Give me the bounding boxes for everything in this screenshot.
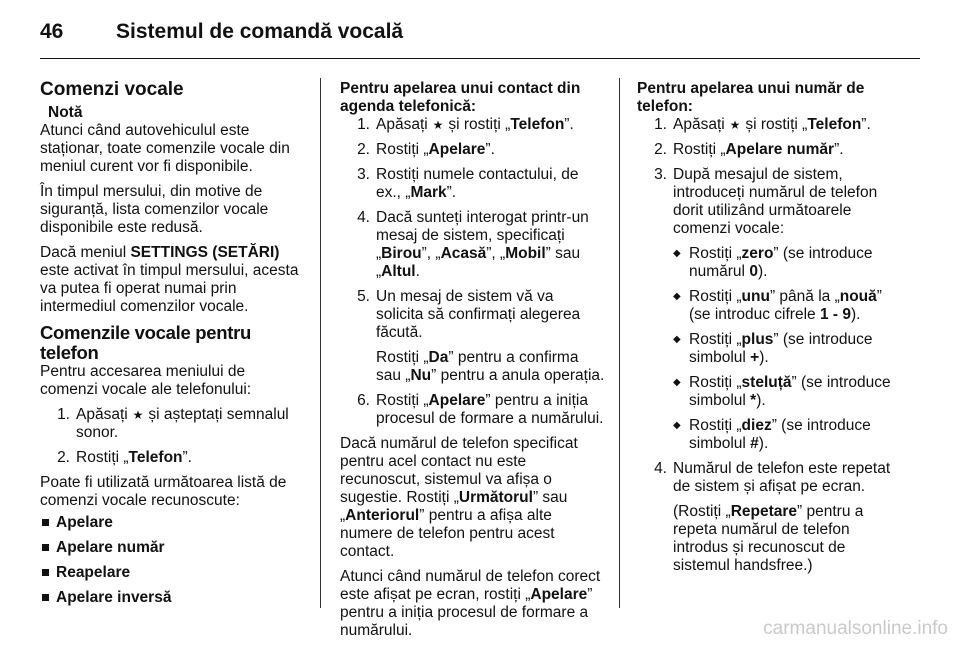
text: Dacă numărul de telefon specificat pentru acel contact nu este recunoscut, sistemul va afișa o sugestie. Rostiți „ [340,435,578,506]
text: ” (se introduce numărul [689,245,873,280]
note-paragraph-3 [40,244,303,316]
column-divider-1 [320,78,321,608]
command: Apelare [530,586,588,603]
text: ” pentru a iniția procesul de formare a numărului. [340,586,593,639]
text: ” sau „ [340,489,568,524]
command: Altul [381,263,416,280]
list-item [645,141,905,159]
command: Mark [410,184,447,201]
header-rule [40,58,920,59]
contact-steps-list [340,116,605,428]
text: Dacă meniul [40,244,131,261]
list-item [348,209,605,281]
command: Următorul [458,489,533,506]
text: Un mesaj de sistem vă va solicita să confirmați alegerea făcută. [376,288,581,341]
step-number: 2. [654,141,667,158]
command: Anteriorul [345,507,420,524]
voice-control-icon: ★ [132,408,144,422]
list-item [48,406,303,442]
command: unu [741,288,770,305]
command: Telefon [807,116,862,133]
steps-list [40,406,303,467]
symbol: + [750,349,760,366]
text: Rostiți „ [689,331,742,348]
text: ” pentru a iniția procesul de formare a numărului. [376,392,604,427]
subheading-contact-call: Pentru apelarea unui contact din agenda telefonică: [340,80,581,115]
text: ”. [485,141,495,158]
command: Repetare [730,503,798,520]
symbol: 0 [749,263,758,280]
text: Apăsați [673,116,730,133]
text: ”. [564,116,574,133]
step-number: 1. [57,406,70,423]
list-item [673,331,905,367]
step-number: 5. [357,288,370,305]
text: . [415,263,420,280]
symbol: # [750,435,759,452]
page-header [40,20,403,44]
section-heading-phone-commands: Comenzile vocale pentru telefon [40,322,252,363]
text: Apăsați [376,116,433,133]
step-number: 6. [357,392,370,409]
text: ” (se introduce simbolul [689,331,873,366]
list-item: Apelare inversă [40,589,303,607]
text: ). [850,306,861,323]
text: și rostiți „ [444,116,511,133]
command: plus [741,331,774,348]
list-item [348,116,605,134]
text: Rostiți „ [376,392,429,409]
text: ” sau „ [376,245,581,280]
command: steluță [741,374,792,391]
text: Rostiți „ [76,449,129,466]
digit-commands-list [673,245,905,453]
step-number: 3. [654,166,667,183]
list-item [673,374,905,410]
text: ” pentru a afișa alte numere de telefon pentru acest contact. [340,507,555,560]
step-number: 3. [357,166,370,183]
text: ” până la „ [769,288,840,305]
step-number: 2. [357,141,370,158]
step-number: 1. [357,116,370,133]
note-paragraph-2: În timpul mersului, din motive de siguranță, lista comenzilor vocale disponibile este redusă. [40,183,269,236]
command: Nu [410,367,432,384]
command: Apelare [428,141,486,158]
text: ”, „ [486,245,506,262]
text: ”. [182,449,192,466]
text: Numărul de telefon este repetat de sistem și afișat pe ecran. [673,460,891,495]
text: ” (se introduce simbolul [689,374,891,409]
text: și rostiți „ [741,116,808,133]
page-number: 46 [40,20,64,43]
text: Rostiți „ [673,141,726,158]
text: Rostiți numele contactului, de ex., „ [376,166,579,201]
symbol: * [750,392,757,409]
text: ”. [861,116,871,133]
step-number: 2. [57,449,70,466]
command: nouă [839,288,877,305]
column-3 [637,80,905,582]
intro-paragraph: Pentru accesarea meniului de comenzi vocale ale telefonului: [40,363,252,398]
list-item [673,288,905,324]
note-title: Notă [48,104,83,121]
text: Rostiți „ [689,374,742,391]
text: ” (se introduc cifrele [689,288,882,323]
voice-control-icon: ★ [432,118,444,132]
command: diez [741,417,772,434]
commands-list [40,514,303,607]
command: Birou [381,245,422,262]
section-heading-voice-commands: Comenzi vocale [40,79,184,100]
command: Da [428,349,449,366]
symbol: 1 - 9 [819,306,851,323]
step-number: 1. [654,116,667,133]
command: zero [741,245,774,262]
number-steps-list [637,116,905,575]
list-item [348,392,605,428]
column-divider-2 [619,78,620,608]
command: Apelare număr [725,141,835,158]
text: ). [757,263,768,280]
list-item [673,245,905,281]
watermark: carmanualsonline.info [763,618,948,639]
text: Dacă sunteți interogat printr-un mesaj de sistem, specificați „ [376,209,589,262]
column-2 [340,80,605,647]
text: ”. [446,184,457,201]
text: Rostiți „ [376,349,429,366]
settings-menu-name: SETTINGS (SETĂRI) [130,244,280,261]
step-number: 4. [654,460,667,477]
sub-paragraph [673,503,905,575]
command: Mobil [505,245,546,262]
text: Rostiți „ [689,417,742,434]
text: și așteptați semnalul sonor. [76,406,289,441]
text: După mesajul de sistem, introduceți numărul de telefon dorit utilizând următoarele comenzi vocale: [673,166,878,237]
text: ). [756,392,766,409]
voice-control-icon: ★ [729,118,741,132]
step-number: 4. [357,209,370,226]
list-intro: Poate fi utilizată următoarea listă de comenzi vocale recunoscute: [40,474,287,509]
page-title: Sistemul de comandă vocală [116,20,404,43]
command: Acasă [440,245,487,262]
text: este activat în timpul mersului, acesta va putea fi operat numai prin intermediul comenzilor vocale. [40,262,299,315]
text: (Rostiți „ [673,503,731,520]
column-1 [40,80,303,614]
list-item [348,288,605,385]
command: Telefon [510,116,565,133]
note-paragraph-1: Atunci când autovehiculul este staționar, toate comenzile vocale din meniul curent vor fi disponibile. [40,122,290,175]
text: ). [759,349,769,366]
list-item [645,166,905,453]
command: Apelare [428,392,486,409]
list-item: Apelare [40,514,303,532]
list-item: Apelare număr [40,539,303,557]
list-item [645,116,905,134]
text: ” (se introduce simbolul [689,417,871,452]
text: ”, „ [421,245,441,262]
list-item [645,460,905,575]
text: Rostiți „ [689,245,742,262]
list-item [348,166,605,202]
text: Rostiți „ [689,288,742,305]
paragraph-suggestion [340,435,605,561]
text: Atunci când numărul de telefon corect este afișat pe ecran, rostiți „ [340,568,601,603]
text: ” pentru a repeta numărul de telefon introdus și recunoscut de sistemul handsfree.) [673,503,864,574]
text: ”. [834,141,844,158]
list-item: Reapelare [40,564,303,582]
subheading-number-call: Pentru apelarea unui număr de telefon: [637,80,865,115]
text: ” pentru a anula operația. [431,367,605,384]
command: Telefon [128,449,183,466]
text: Rostiți „ [376,141,429,158]
list-item [48,449,303,467]
list-item [673,417,905,453]
text: ). [758,435,769,452]
paragraph-correct-number [340,568,605,640]
text: ” pentru a confirma sau „ [376,349,579,384]
text: Apăsați [76,406,133,423]
list-item [348,141,605,159]
sub-paragraph [376,349,605,385]
